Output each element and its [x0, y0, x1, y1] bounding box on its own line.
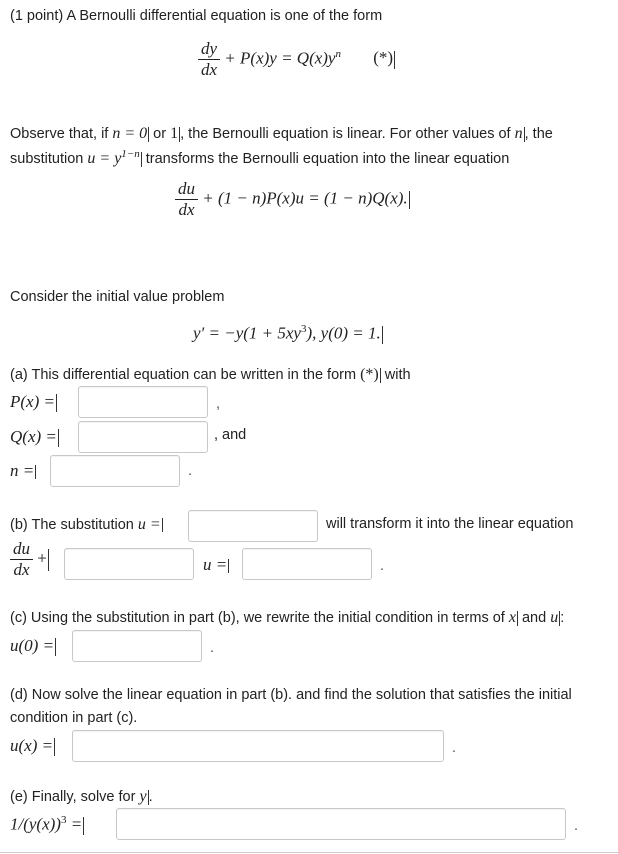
linear-coefficient-input[interactable] [64, 548, 194, 580]
intro-text: (1 point) A Bernoulli differential equation is one of the form [10, 8, 383, 24]
part-b-period: . [380, 558, 385, 574]
part-e-period: . [574, 818, 579, 834]
u0-label: u(0) = [10, 636, 55, 655]
part-b-after-text: will transform it into the linear equation [326, 516, 574, 532]
p-comma: , [216, 396, 221, 412]
du-dx-fraction-b: $\frac{du}{dx}$ [10, 540, 33, 579]
ux-label: u(x) = [10, 736, 54, 755]
linear-rhs-input[interactable] [242, 548, 372, 580]
bernoulli-equation: $\frac{dy}{dx}$ + $P(x)y = Q(x)y^n$ (*) [198, 40, 395, 79]
part-c-period: . [210, 640, 215, 656]
p-input[interactable] [78, 386, 208, 418]
equation-tag: (*) [373, 48, 394, 68]
n-period: . [188, 463, 193, 479]
part-c-text: (c) Using the substitution in part (b), we rewrite the initial condition in terms of x and u : [10, 609, 565, 626]
substitution-input[interactable] [188, 510, 318, 542]
q-label: Q(x) = [10, 427, 57, 446]
dy-dx-fraction: $\frac{dy}{dx}$ [198, 40, 220, 79]
u-equals-label: u = [203, 555, 228, 574]
part-b-text: (b) The substitution u = [10, 516, 161, 533]
du-dx-fraction: $\frac{du}{dx}$ [175, 180, 198, 219]
linear-equation: $\frac{du}{dx}$ + (1 − n)P(x)u = (1 − n)Q(x). [175, 180, 410, 219]
inverse-cube-input[interactable] [116, 808, 566, 840]
initial-value-problem: $y' = -y(1 + 5xy^3)$, y(0) = 1. [193, 323, 381, 343]
part-d-line-1: (d) Now solve the linear equation in part (b). and find the solution that satisfies the initial [10, 687, 572, 703]
q-input[interactable] [78, 421, 208, 453]
p-label: P(x) = [10, 392, 55, 411]
n-input[interactable] [50, 455, 180, 487]
consider-text: Consider the initial value problem [10, 289, 225, 305]
q-and-text: , and [214, 427, 247, 443]
observe-line-2: substitution $u = y^{1-n}$ transforms the Bernoulli equation into the linear equation [10, 148, 510, 167]
part-e-text: (e) Finally, solve for y . [10, 788, 153, 805]
u0-input[interactable] [72, 630, 202, 662]
inverse-cube-label: $1/(y(x))^3$ = [10, 814, 83, 834]
part-d-period: . [452, 740, 457, 756]
observe-line-1: Observe that, if n = 0 or 1 , the Bernoulli equation is linear. For other values of n , the [10, 125, 553, 142]
n-label: n = [10, 461, 35, 480]
part-d-line-2: condition in part (c). [10, 710, 138, 726]
part-a-text: (a) This differential equation can be written in the form (*) with [10, 366, 411, 383]
bottom-divider [0, 852, 618, 853]
part-b-equation: $\frac{du}{dx}$ + [10, 540, 49, 579]
ux-input[interactable] [72, 730, 444, 762]
